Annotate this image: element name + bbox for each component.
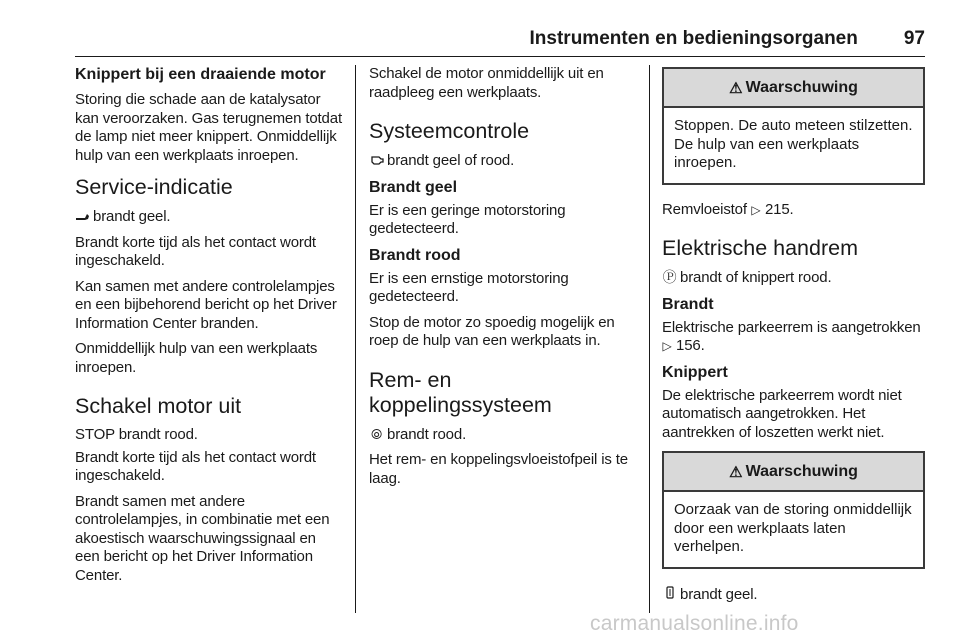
parking-brake-icon: Ⓟ [662,269,677,285]
last-indicator-line [662,585,925,605]
rem-indicator-line [369,425,637,445]
last-indicator-text: brandt geel. [680,585,758,603]
paragraph-schakel-1: Brandt korte tijd als het contact wordt ingeschakeld. [75,448,316,484]
warning-box-1 [662,67,925,185]
heading-rem-line-1: Rem- en [369,367,452,392]
column-divider-2 [649,65,650,613]
heading-brandt: Brandt [662,295,714,313]
warning-body-1: Stoppen. De auto meteen stilzetten. De hulp van een werkplaats inroepen. [674,117,913,171]
paragraph-brandt-rood-2: Stop de motor zo spoedig mogelijk en roep de hulp van een werkplaats in. [369,313,615,349]
paragraph-brandt: Elektrische parkeerrem is aangetrokken [662,318,921,336]
heading-schakel-motor-uit: Schakel motor uit [75,394,242,418]
systeem-indicator-line [369,151,637,171]
heading-knippert: Knippert [662,363,728,381]
brandt-line [662,319,925,356]
paragraph-continuation: Schakel de motor onmiddellijk uit en raadpleeg een werkplaats. [369,65,604,101]
paragraph-service-1: Brandt korte tijd als het contact wordt ingeschakeld. [75,233,316,269]
wrench-icon [75,207,90,226]
brake-pad-wear-icon [662,585,677,604]
heading-elektrische-handrem: Elektrische handrem [662,236,858,260]
engine-check-icon [369,151,384,170]
heading-brandt-geel: Brandt geel [369,178,458,196]
page-header [75,28,925,50]
heading-brandt-rood: Brandt rood [369,246,461,264]
paragraph-knippert: Storing die schade aan de katalysator kan veroorzaken. Gas terugnemen totdat de lamp niet meer knippert. Onmiddellijk hulp van een werkplaats inroepen. [75,91,342,164]
brandt-page-ref: 156. [676,337,705,354]
warning-header-1 [664,69,923,108]
heading-rem-line-2: koppelingssysteem [369,392,552,417]
heading-service-indicatie: Service-indicatie [75,175,233,199]
warning-title-2: Waarschuwing [745,462,858,480]
rem-indicator-text: brandt rood. [387,425,467,443]
header-rule [75,56,925,57]
warning-box-2 [662,451,925,569]
column-1 [75,65,343,592]
remvloeistof-page-ref: 215. [764,200,794,218]
warning-triangle-icon: ⚠ [729,79,743,97]
heading-knippert-draaiende-motor: Knippert bij een draaiende motor [75,66,326,83]
remvloeistof-text: Remvloeistof [662,200,747,218]
handrem-indicator-text: brandt of knippert rood. [680,269,832,286]
paragraph-stop: STOP brandt rood. [75,426,198,443]
column-divider-1 [355,65,356,613]
column-2 [369,65,637,495]
paragraph-service-3: Onmiddellijk hulp van een werkplaats inroepen. [75,340,318,376]
paragraph-knippert-handrem: De elektrische parkeerrem wordt niet automatisch aangetrokken. Het aantrekken of loszetten werkt niet. [662,386,902,441]
column-3 [662,65,925,611]
paragraph-brandt-rood-1: Er is een ernstige motorstoring gedetecteerd. [369,269,569,305]
page-number: 97 [903,28,925,49]
header-title: Instrumenten en bedieningsorganen [529,28,858,49]
heading-systeemcontrole: Systeemcontrole [369,119,530,143]
paragraph-schakel-2: Brandt samen met andere controlelampjes, in combinatie met een akoestisch waarschuwingssignaal en een bericht op het Driver Information Center. [75,492,330,584]
systeem-indicator-text: brandt geel of rood. [387,152,515,169]
warning-header-2 [664,453,923,492]
remvloeistof-line [662,201,925,220]
paragraph-rem: Het rem- en koppelingsvloeistofpeil is te laag. [369,451,628,487]
warning-title-1: Waarschuwing [745,78,858,96]
reference-arrow-icon: ▷ [751,202,761,217]
paragraph-brandt-geel: Er is een geringe motorstoring gedetecteerd. [369,201,566,237]
service-indicator-line [75,207,343,227]
warning-triangle-icon: ⚠ [729,463,743,481]
brake-system-icon: ⦾ [370,425,383,442]
handrem-indicator-line [662,268,925,288]
service-indicator-text: brandt geel. [93,208,171,225]
reference-arrow-icon: ▷ [662,339,672,353]
paragraph-service-2: Kan samen met andere controlelampjes en een bijbehorend bericht op het Driver Information Center branden. [75,277,337,332]
watermark: carmanualsonline.info [590,612,799,635]
warning-body-2: Oorzaak van de storing onmiddellijk door een werkplaats laten verhelpen. [674,501,912,555]
